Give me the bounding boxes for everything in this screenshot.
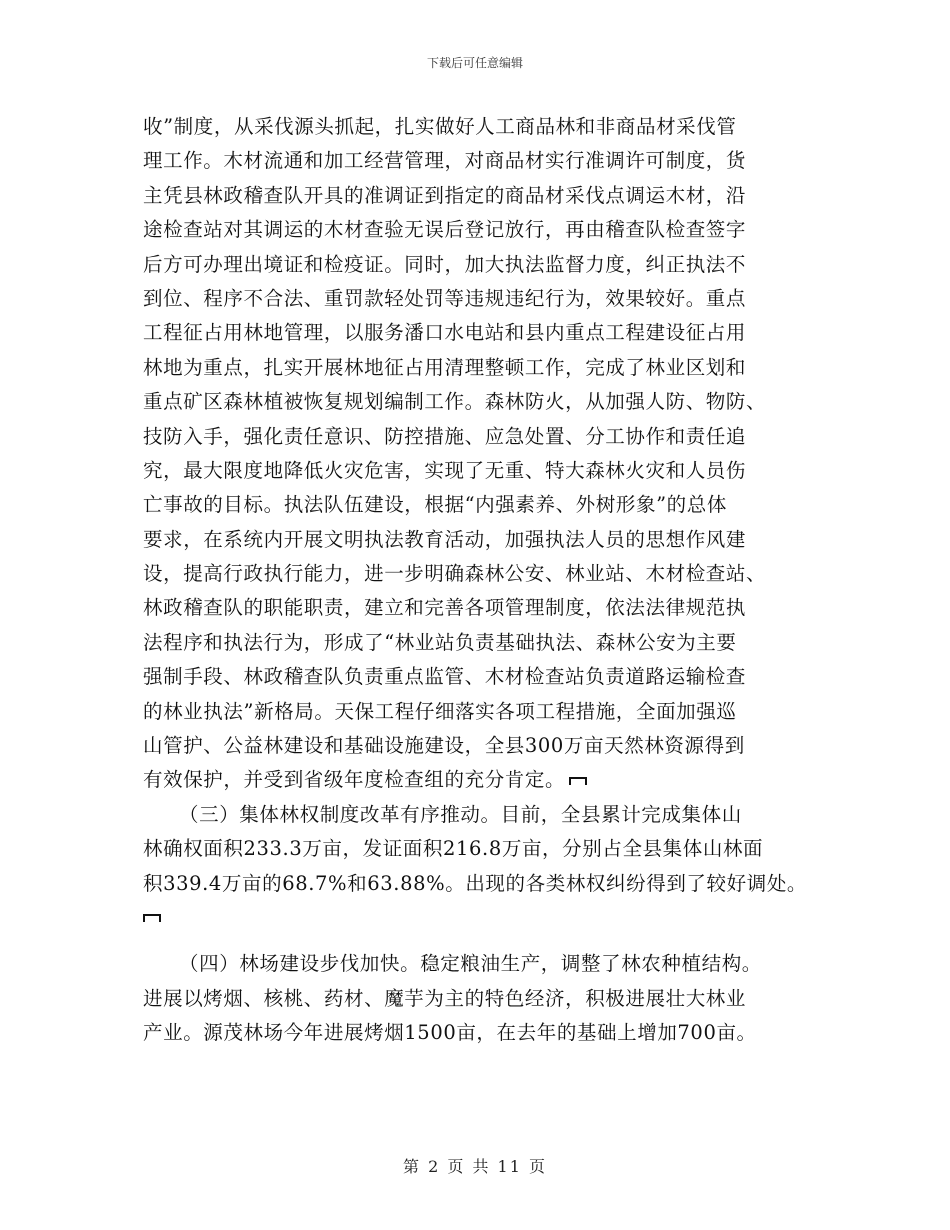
text-line: （三）集体林权制度改革有序推动。目前，全县累计完成集体山 bbox=[179, 802, 742, 826]
document-body bbox=[143, 110, 843, 1051]
text-line: 要求，在系统内开展文明执法教育活动，加强执法人员的思想作风建 bbox=[143, 527, 747, 551]
page-header: 下载后可任意编辑 bbox=[426, 56, 523, 70]
paragraph-2 bbox=[143, 798, 843, 936]
paragraph-3 bbox=[143, 947, 843, 1050]
text-line: 理工作。木材流通和加工经营管理，对商品材实行准调许可制度，货 bbox=[143, 149, 747, 173]
text-line: 究，最大限度地降低火灾危害，实现了无重、特大森林火灾和人员伤 bbox=[143, 458, 747, 482]
text-line: 重点矿区森林植被恢复规划编制工作。森林防火，从加强人防、物防、 bbox=[143, 390, 767, 414]
text-line: 到位、程序不合法、重罚款轻处罚等违规违纪行为，效果较好。重点 bbox=[143, 286, 747, 310]
paragraph-mark-icon bbox=[143, 914, 161, 922]
text-line: 产业。源茂林场今年进展烤烟1500亩，在去年的基础上增加700亩。 bbox=[143, 1021, 757, 1045]
text-line: 技防入手，强化责任意识、防控措施、应急处置、分工协作和责任追 bbox=[143, 424, 747, 448]
text-line: 积339.4万亩的68.7%和63.88%。出现的各类林权纠纷得到了较好调处。 bbox=[143, 871, 808, 895]
text-line: 主凭县林政稽查队开具的准调证到指定的商品材采伐点调运木材，沿 bbox=[143, 183, 747, 207]
text-line: 收”制度，从采伐源头抓起，扎实做好人工商品林和非商品材采伐管 bbox=[143, 115, 737, 138]
text-line: 后方可办理出境证和检疫证。同时，加大执法监督力度，纠正执法不 bbox=[143, 252, 747, 276]
text-line: 进展以烤烟、核桃、药材、魔芋为主的特色经济，积极进展壮大林业 bbox=[143, 986, 747, 1010]
text-line: （四）林场建设步伐加快。稳定粮油生产，调整了林农种植结构。 bbox=[179, 952, 762, 976]
text-line: 强制手段、林政稽查队负责重点监管、木材检查站负责道路运输检查 bbox=[143, 665, 747, 689]
spacer bbox=[143, 935, 843, 947]
text-line: 途检查站对其调运的木材查验无误后登记放行，再由稽查队检查签字 bbox=[143, 218, 747, 242]
page-number: 第 2 页 共 11 页 bbox=[403, 1157, 547, 1176]
paragraph-mark-line bbox=[143, 901, 843, 935]
text-line: 山管护、公益林建设和基础设施建设，全县300万亩天然林资源得到 bbox=[143, 734, 745, 758]
text-line: 林地为重点，扎实开展林地征占用清理整顿工作，完成了林业区划和 bbox=[143, 355, 747, 379]
text-line: 设，提高行政执行能力，进一步明确森林公安、林业站、木材检查站、 bbox=[143, 562, 767, 586]
text-line: 有效保护，并受到省级年度检查组的充分肯定。 bbox=[143, 768, 566, 792]
paragraph-mark-icon bbox=[569, 777, 587, 785]
text-line: 林政稽查队的职能职责，建立和完善各项管理制度，依法法律规范执 bbox=[143, 596, 747, 620]
text-line: 亡事故的目标。执法队伍建设，根据“内强素养、外树形象”的总体 bbox=[143, 493, 727, 517]
paragraph-1 bbox=[143, 110, 843, 798]
text-line-with-mark bbox=[143, 763, 843, 797]
text-line: 法程序和执法行为，形成了“林业站负责基础执法、森林公安为主要 bbox=[143, 630, 737, 654]
text-line: 工程征占用林地管理，以服务潘口水电站和县内重点工程建设征占用 bbox=[143, 321, 747, 345]
text-line: 林确权面积233.3万亩，发证面积216.8万亩，分别占全县集体山林面 bbox=[143, 837, 764, 861]
text-line: 的林业执法”新格局。天保工程仔细落实各项工程措施，全面加强巡 bbox=[143, 699, 737, 723]
